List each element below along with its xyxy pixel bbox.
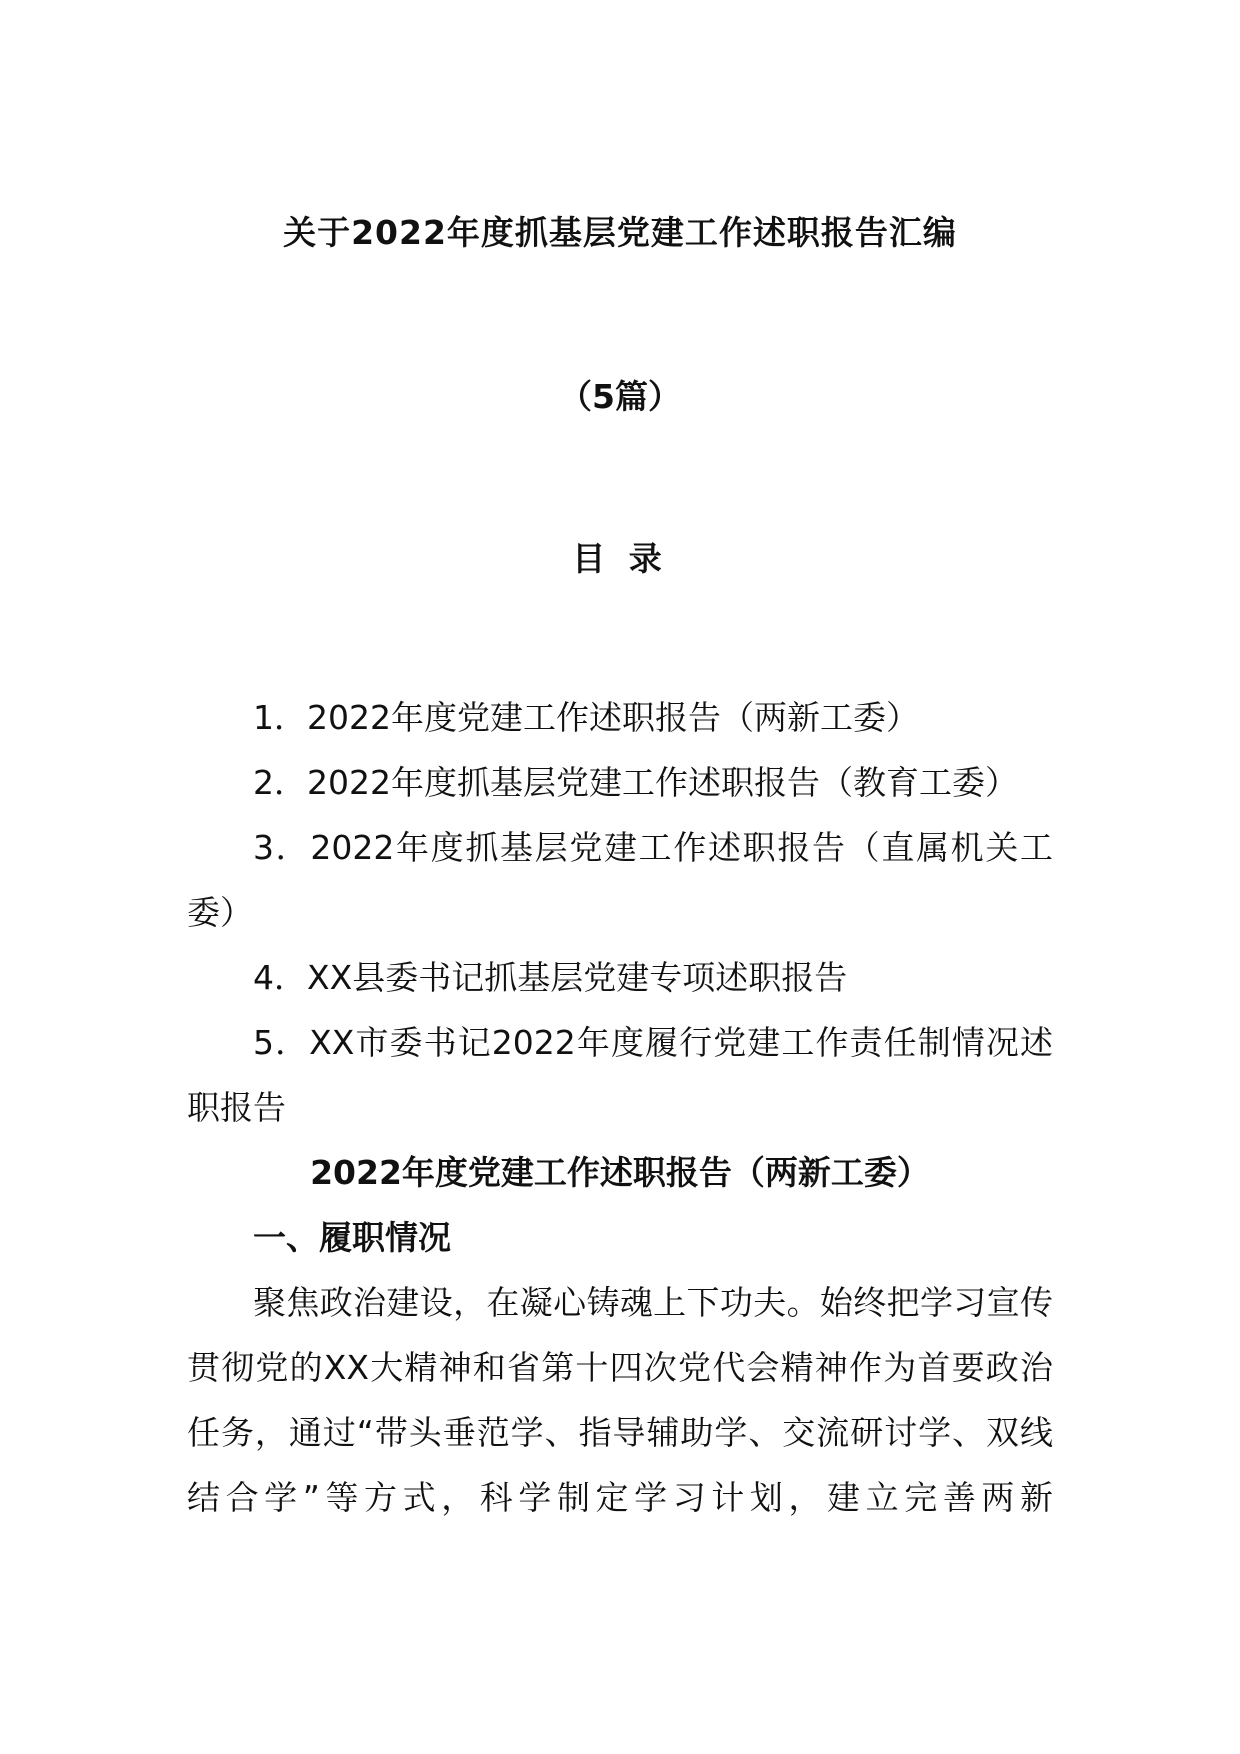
toc-heading: 目 录 bbox=[572, 539, 668, 578]
section-title: 2022年度党建工作述职报告（两新工委） bbox=[310, 1153, 930, 1192]
toc-item-3: 3．2022年度抓基层党建工作述职报告（直属机关工委） bbox=[187, 828, 1053, 932]
section-heading: 一、履职情况 bbox=[253, 1218, 451, 1257]
report-section bbox=[187, 1140, 1053, 1530]
toc-item-4: 4．XX县委书记抓基层党建专项述职报告 bbox=[253, 958, 848, 997]
toc-item-5: 5．XX市委书记2022年度履行党建工作责任制情况述职报告 bbox=[187, 1023, 1053, 1127]
document-title: 关于2022年度抓基层党建工作述职报告汇编 bbox=[283, 213, 957, 252]
document-subtitle: （5篇） bbox=[559, 377, 681, 416]
toc-item-2: 2．2022年度抓基层党建工作述职报告（教育工委） bbox=[253, 763, 1018, 802]
table-of-contents bbox=[187, 685, 1053, 1140]
section-paragraph: 聚焦政治建设，在凝心铸魂上下功夫。始终把学习宣传贯彻党的XX大精神和省第十四次党代会精神作为首要政治任务，通过“带头垂范学、指导辅助学、交流研讨学、双线结合学”等方式，科学制定学习计划，建立完善两新 bbox=[187, 1283, 1053, 1517]
toc-item-1: 1．2022年度党建工作述职报告（两新工委） bbox=[253, 698, 919, 737]
